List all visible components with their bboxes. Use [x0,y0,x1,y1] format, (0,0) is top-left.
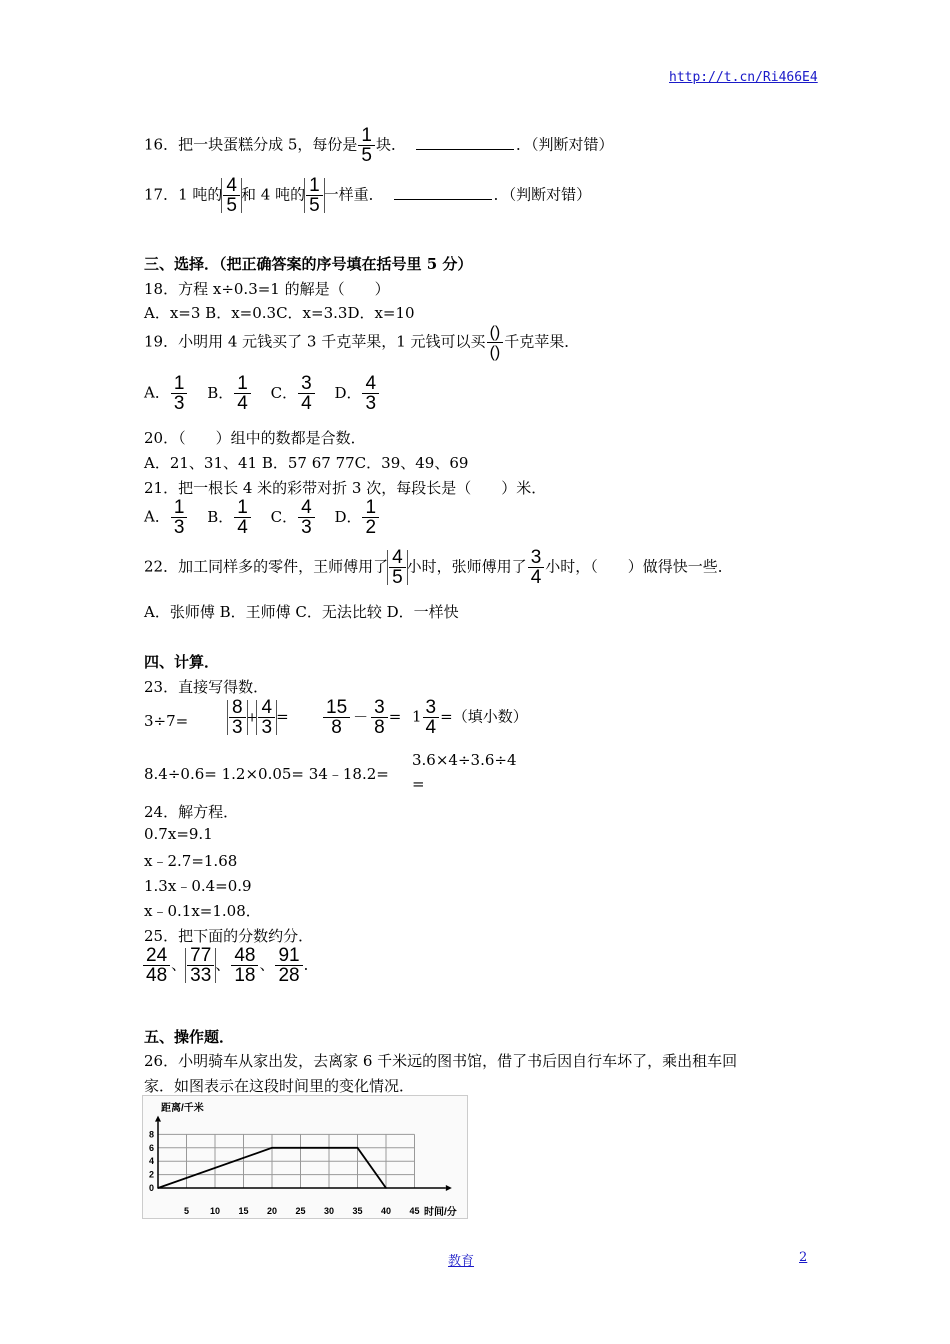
q19-frac-a: $\frac{1}{3}$ [171,374,188,413]
q22-mid: 小时，张师傅用了 [406,557,527,576]
footer-link[interactable]: 教育 [448,1254,475,1269]
q21-options [144,498,380,537]
q19-frac-c: $\frac{3}{4}$ [298,374,315,413]
q16-post: 块． [375,135,406,154]
section-5-title: 五、操作题． [144,1028,235,1046]
q19-post: 千克苹果． [504,332,580,351]
q23-e2-frac-a: $\frac{8}{3}$ [229,698,246,737]
q26-line-2: 家．如图表示在这段时间里的变化情况． [144,1077,415,1095]
q17-text: 17．1 吨的 [144,185,223,204]
q22-fraction-2: $\frac{3}{4}$ [528,548,545,587]
q16-fraction: $\frac{1}{5}$ [358,126,375,165]
q25-stem: 25．把下面的分数约分． [144,927,314,945]
x-tick-label: 30 [323,1206,335,1216]
data-point [271,1147,273,1149]
q26-line-1: 26．小明骑车从家出发，去离家 6 千米远的图书馆，借了书后因自行车坏了，乘出租车回 [144,1052,738,1070]
q19-option-a: A． [144,383,170,402]
q17-mid: 和 4 吨的 [240,185,306,204]
q25-fractions [142,946,319,985]
q24-stem: 24．解方程． [144,803,239,821]
q19-frac-b: $\frac{1}{4}$ [234,374,251,413]
q25-sep-3: 、 [259,955,275,974]
distance-time-chart [142,1095,468,1219]
q23-e4-tail: =（填小数） [440,707,528,726]
q23-expr-2 [228,698,289,737]
data-point [385,1187,387,1189]
x-tick-label: 40 [380,1206,392,1216]
q24-equation-2: x﹣2.7=1.68 [144,852,238,870]
question-16 [144,126,614,165]
x-tick-label: 35 [352,1206,363,1216]
q22-text: 22．加工同样多的零件，王师傅用了 [144,557,389,576]
q21-option-b: B． [207,507,234,526]
q25-frac-3: $\frac{48}{18}$ [231,946,258,985]
question-22 [144,548,733,587]
q25-frac-4: $\frac{91}{28}$ [275,946,302,985]
q21-frac-b: $\frac{1}{4}$ [234,498,251,537]
q17-tail: ．（判断对错） [493,185,592,204]
q23-e3-op: － [353,707,369,726]
y-tick-label: 2 [148,1169,154,1180]
q25-end: ． [303,955,319,974]
q25-frac-2: $\frac{77}{33}$ [187,946,214,985]
q19-option-d: D． [334,383,362,402]
q23-e3-frac-a: $\frac{15}{8}$ [323,698,350,737]
q21-stem: 21．把一根长 4 米的彩带对折 3 次，每段长是（ ）米． [144,479,547,497]
q21-frac-a: $\frac{1}{3}$ [171,498,188,537]
q23-expr-1: 3÷7= [144,712,189,730]
q22-fraction-1: $\frac{4}{5}$ [389,548,406,587]
q25-frac-1: $\frac{24}{48}$ [143,946,170,985]
q18-options: A．x=3 B．x=0.3C．x=3.3D．x=10 [144,304,415,322]
q22-post: 小时，（ ）做得快一些． [545,557,733,576]
q23-row-2: 8.4÷0.6= 1.2×0.05= 34﹣18.2= [144,765,389,783]
q19-option-b: B． [207,383,234,402]
x-tick-label: 5 [183,1206,190,1216]
page-number: 2 [799,1250,808,1265]
q20-options: A．21、31、41 B．57 67 77C．39、49、69 [144,454,469,472]
q16-text: 16．把一块蛋糕分成 5，每份是 [144,135,358,154]
chart-ylabel: 距离/千米 [161,1103,204,1114]
q20-stem: 20．（ ）组中的数都是合数． [144,429,366,447]
q24-equation-4: x﹣0.1x=1.08． [144,902,261,920]
section-3-title: 三、选择．（把正确答案的序号填在括号里 5 分） [144,255,473,273]
chart-xlabel: 时间/分 [424,1207,457,1218]
y-tick-label: 0 [148,1183,154,1193]
q17-fraction-1: $\frac{4}{5}$ [223,176,240,215]
q21-frac-d: $\frac{1}{2}$ [362,498,379,537]
q16-answer-blank[interactable] [416,137,514,150]
q17-answer-blank[interactable] [394,187,492,200]
q23-e4-whole: 1 [412,707,422,726]
q23-e2-eq: = [276,707,289,726]
q23-stem: 23．直接写得数． [144,678,269,696]
q19-options [144,374,380,413]
q22-options: A．张师傅 B．王师傅 C．无法比较 D．一样快 [144,603,459,621]
q17-fraction-2: $\frac{1}{5}$ [306,176,323,215]
q25-sep-2: 、 [215,955,231,974]
q23-expr-8-line1: 3.6×4÷3.6÷4 [412,751,517,769]
question-19 [144,323,579,362]
header-url[interactable]: http://t.cn/Ri466E4 [669,70,818,85]
y-tick-label: 4 [148,1156,154,1167]
q24-equation-1: 0.7x=9.1 [144,825,213,843]
q21-frac-c: $\frac{4}{3}$ [298,498,315,537]
x-tick-label: 20 [266,1206,278,1216]
q23-e3-frac-b: $\frac{3}{8}$ [371,698,388,737]
q24-equation-3: 1.3x﹣0.4=0.9 [144,877,252,895]
question-17 [144,176,591,215]
x-tick-label: 45 [409,1206,420,1216]
q21-option-c: C． [270,507,298,526]
q23-e3-eq: = [388,707,402,726]
q19-option-c: C． [270,383,298,402]
q18-stem: 18．方程 x÷0.3=1 的解是（ ） [144,280,390,298]
q21-option-d: D． [334,507,362,526]
y-tick-label: 8 [148,1129,154,1140]
q23-e4-frac: $\frac{3}{4}$ [423,698,440,737]
data-point [157,1187,159,1189]
q19-text: 19．小明用 4 元钱买了 3 千克苹果，1 元钱可以买 [144,332,486,351]
x-tick-label: 15 [238,1206,249,1216]
y-tick-label: 6 [148,1142,154,1153]
q17-post: 一样重． [323,185,384,204]
x-tick-label: 10 [209,1206,221,1216]
q23-e2-frac-b: $\frac{4}{3}$ [258,698,275,737]
q19-blank-fraction: $\frac{()}{()}$ [487,323,504,362]
x-tick-label: 25 [295,1206,306,1216]
data-point [357,1147,359,1149]
q23-expr-3 [322,698,401,737]
q23-expr-4 [412,698,528,737]
q23-e2-op: + [246,710,258,726]
q19-frac-d: $\frac{4}{3}$ [362,374,379,413]
q23-expr-8-line2: = [412,775,425,793]
q16-tail: ．（判断对错） [516,135,614,154]
section-4-title: 四、计算． [144,653,220,671]
q21-option-a: A． [144,507,170,526]
q25-sep-1: 、 [171,955,187,974]
